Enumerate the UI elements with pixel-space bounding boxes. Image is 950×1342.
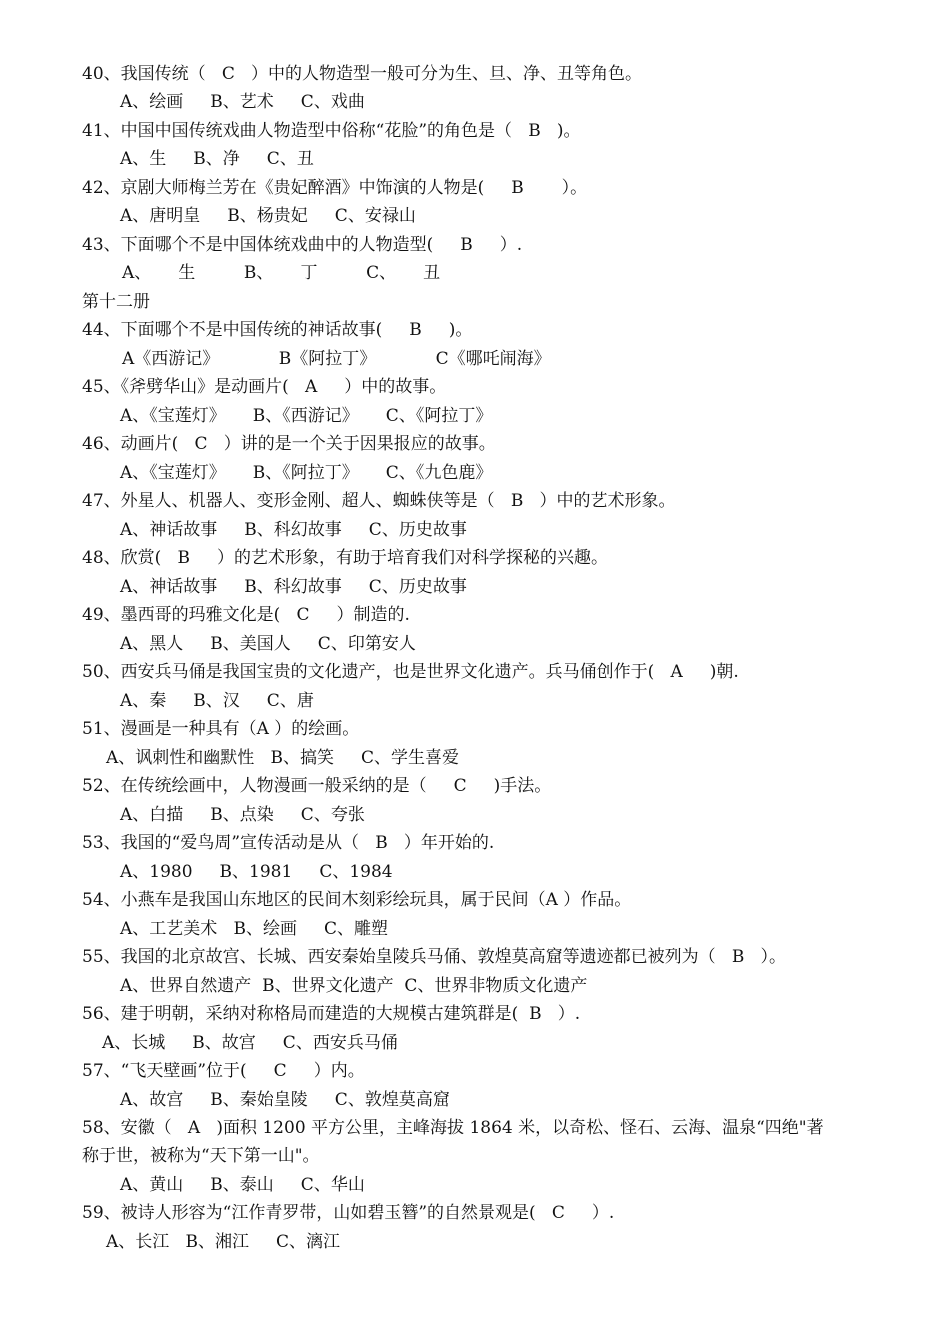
options-52: A、白描 B、点染 C、夸张 [120, 805, 365, 825]
options-40: A、绘画 B、艺术 C、戏曲 [120, 92, 365, 112]
question-44: 44、下面哪个不是中国传统的神话故事( B )。 [82, 320, 473, 340]
options-50: A、秦 B、汉 C、唐 [120, 691, 314, 711]
question-47: 47、外星人、机器人、变形金刚、超人、蜘蛛侠等是（ B ）中的艺术形象。 [82, 491, 676, 511]
section-heading: 第十二册 [82, 292, 150, 312]
options-45: A、《宝莲灯》 B、《西游记》 C、《阿拉丁》 [120, 406, 493, 426]
question-41: 41、中国中国传统戏曲人物造型中俗称“花脸”的角色是（ B )。 [82, 121, 581, 141]
question-52: 52、在传统绘画中，人物漫画一般采纳的是（ C )手法。 [82, 776, 552, 796]
question-51: 51、漫画是一种具有（A ）的绘画。 [82, 719, 360, 739]
question-46: 46、动画片( C ）讲的是一个关于因果报应的故事。 [82, 434, 496, 454]
options-44: A《西游记》 B《阿拉丁》 C《哪吒闹海》 [122, 349, 551, 369]
question-49: 49、墨西哥的玛雅文化是( C ）制造的. [82, 605, 410, 625]
options-58: A、黄山 B、泰山 C、华山 [120, 1175, 365, 1195]
question-58-continued: 称于世，被称为“天下第一山"。 [82, 1146, 320, 1166]
question-40: 40、我国传统（ C ）中的人物造型一般可分为生、旦、净、丑等角色。 [82, 64, 643, 84]
options-55: A、世界自然遗产 B、世界文化遗产 C、世界非物质文化遗产 [120, 976, 588, 996]
options-41: A、生 B、净 C、丑 [120, 149, 314, 169]
options-54: A、工艺美术 B、绘画 C、雕塑 [120, 919, 389, 939]
question-59: 59、被诗人形容为“江作青罗带，山如碧玉簪”的自然景观是( C ）. [82, 1203, 615, 1223]
question-53: 53、我国的“爱鸟周”宣传活动是从（ B ）年开始的. [82, 833, 495, 853]
question-42: 42、京剧大师梅兰芳在《贵妃醉酒》中饰演的人物是( B ）。 [82, 178, 588, 198]
options-46: A、《宝莲灯》 B、《阿拉丁》 C、《九色鹿》 [120, 463, 493, 483]
question-57: 57、“飞天壁画”位于( C ）内。 [82, 1061, 365, 1081]
options-49: A、黑人 B、美国人 C、印第安人 [120, 634, 416, 654]
question-55: 55、我国的北京故宫、长城、西安秦始皇陵兵马俑、敦煌莫高窟等遗迹都已被列为（ B ）。 [82, 947, 787, 967]
options-56: A、长城 B、故宫 C、西安兵马俑 [102, 1033, 398, 1053]
options-57: A、故宫 B、秦始皇陵 C、敦煌莫高窟 [120, 1090, 450, 1110]
options-48: A、神话故事 B、科幻故事 C、历史故事 [120, 577, 467, 597]
question-48: 48、欣赏( B ）的艺术形象，有助于培育我们对科学探秘的兴趣。 [82, 548, 608, 568]
options-59: A、长江 B、湘江 C、漓江 [106, 1232, 341, 1252]
question-50: 50、西安兵马俑是我国宝贵的文化遗产，也是世界文化遗产。兵马俑创作于( A )朝. [82, 662, 739, 682]
options-53: A、1980 B、1981 C、1984 [120, 862, 393, 882]
question-54: 54、小燕车是我国山东地区的民间木刻彩绘玩具，属于民间（A ）作品。 [82, 890, 632, 910]
options-43: A、 生 B、 丁 C、 丑 [122, 263, 441, 283]
question-58: 58、安徽（ A )面积 1200 平方公里，主峰海拔 1864 米，以奇松、怪石、云海、温泉“四绝"著 [82, 1118, 824, 1138]
options-42: A、唐明皇 B、杨贵妃 C、安禄山 [120, 206, 416, 226]
question-56: 56、建于明朝，采纳对称格局而建造的大规模古建筑群是( B ）. [82, 1004, 581, 1024]
question-45: 45、《斧劈华山》是动画片( A ）中的故事。 [82, 377, 447, 397]
question-43: 43、下面哪个不是中国体统戏曲中的人物造型( B ）. [82, 235, 523, 255]
options-47: A、神话故事 B、科幻故事 C、历史故事 [120, 520, 467, 540]
options-51: A、讽刺性和幽默性 B、搞笑 C、学生喜爱 [106, 748, 460, 768]
